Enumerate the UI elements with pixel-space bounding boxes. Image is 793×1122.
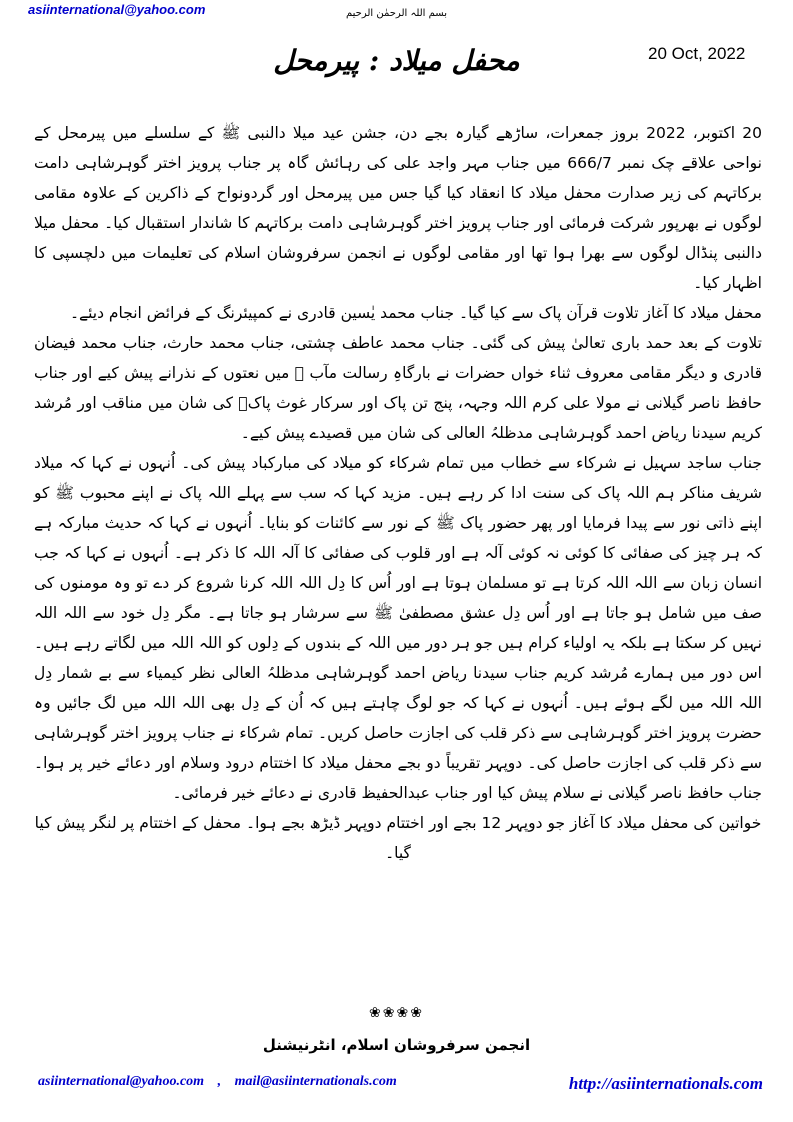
header-email[interactable]: asiinternational@yahoo.com xyxy=(28,2,206,17)
footer-contacts xyxy=(38,1074,397,1090)
article-date: 20 Oct, 2022 xyxy=(648,44,746,63)
paragraph-speech: جناب ساجد سہیل نے شرکاء سے خطاب میں تمام شرکاء کو میلاد کی مبارکباد پیش کی۔ اُنہوں نے کہا کہ میلاد شریف مناکر ہم اللہ پاک کی سنت ادا کر رہے ہیں۔ مزید کہا کہ سب سے پہلے اللہ پاک نے اپنے محبوب ﷺ کو اپنے ذاتی نور سے پیدا فرمایا اور پھر حضور پاک ﷺ کے نور سے کائنات کو بنایا۔ اُنہوں نے کہا کہ حدیث مبارکہ ہے کہ ہر چیز کی صفائی کا کوئی نہ کوئی آلہ ہے اور قلوب کی صفائی کا آلہ اللہ کا ذکر ہے۔ اُنہوں نے کہا کہ جب انسان زبان سے اللہ اللہ کرتا ہے تو مسلمان ہوتا ہے اور اُس کا دِل اللہ اللہ کرنا شروع کر دے تو وہ مومنوں کی صف میں شامل ہو جاتا ہے اور اُس دِل عشق مصطفیٰ ﷺ سے سرشار ہو جاتا ہے۔ مگر دِل خود سے اللہ اللہ نہیں کر سکتا ہے بلکہ یہ اولیاء کرام ہیں جو ہر دور میں اللہ کے بندوں کے دِلوں کو اللہ اللہ میں لگاتے رہے ہیں۔ اس دور میں ہمارے مُرشد کریم جناب سیدنا ریاض احمد گوہرشاہی مدظلہُ العالی نظر کیمیاء سے بے شمار دِل اللہ اللہ میں لگے ہوئے ہیں۔ اُنہوں نے کہا کہ جو لوگ چاہتے ہیں کہ اُن کے دِل بھی اللہ اللہ میں لگ جائیں وہ حضرت پرویز اختر گوہرشاہی سے ذکر قلب کی اجازت حاصل کریں۔ تمام شرکاء نے جناب پرویز اختر گوہرشاہی سے ذکر قلب کی اجازت حاصل کی۔ دوپہر تقریباً دو بجے محفل میلاد کا اختتام درود وسلام اور دعائے خیر پر ہوا۔ جناب حافظ ناصر گیلانی نے سلام پیش کیا اور جناب عبدالحفیظ قادری نے دعائے خیر فرمائی۔ xyxy=(34,454,762,802)
paragraph-naats: تلاوت کے بعد حمد باری تعالیٰ پیش کی گئی۔ جناب محمد عاطف چشتی، جناب محمد حارث، جناب محمد فیضان قادری و دیگر مقامی معروف ثناء خواں حضرات نے بارگاہِ رسالت مآب ﷺ میں نعتوں کے نذرانے پیش کیے اور جناب حافظ ناصر گیلانی نے مولا علی کرم اللہ وجہہ، پنج تن پاک اور سرکار غوث پاکؓ کی شان میں مناقب اور مُرشد کریم سیدنا ریاض احمد گوہرشاہی مدظلہُ العالی کی شان میں قصیدے پیش کیے۔ xyxy=(34,334,762,442)
footer-website-link[interactable]: http://asiinternationals.com xyxy=(568,1074,763,1093)
paragraph-intro: 20 اکتوبر، 2022 بروز جمعرات، ساڑھے گیارہ بجے دن، جشن عید میلا دالنبی ﷺ کے سلسلے میں پیرمحل کے نواحی علاقے چک نمبر 666/7 میں جناب مہر واجد علی کی رہائش گاہ پر جناب پرویز اختر گوہرشاہی دامت برکاتہم کی زیر صدارت محفل میلاد کا انعقاد کیا گیا جس میں پیرمحل اور گردونواح کے ذاکرین کے علاوہ مقامی لوگوں نے بھرپور شرکت فرمائی اور جناب پرویز اختر گوہرشاہی دامت برکاتہم کا شاندار استقبال کیا۔ محفل میلا دالنبی پنڈال لوگوں سے بھرا ہوا تھا اور مقامی لوگوں نے انجمن سرفروشان اسلام کی تعلیمات میں دلچسپی کا اظہار کیا۔ xyxy=(34,124,762,292)
paragraph-women-gathering: خواتین کی محفل میلاد کا آغاز جو دوپہر 12 بجے اور اختتام دوپہر ڈیڑھ بجے ہوا۔ محفل کے اختتام پر لنگر پیش کیا گیا۔ xyxy=(34,814,762,862)
flower-divider-icon: ❀❀❀❀ xyxy=(369,1005,424,1021)
footer-separator: , xyxy=(217,1074,222,1089)
bismillah-heading: بسم اللہ الرحمٰن الرحیم xyxy=(345,8,447,19)
page-title: محفل میلاد : پیرمحل xyxy=(273,44,520,77)
paragraph-opening: محفل میلاد کا آغاز تلاوت قرآن پاک سے کیا گیا۔ جناب محمد یٰسین قادری نے کمپیئرنگ کے فرائض انجام دیئے۔ xyxy=(69,304,762,322)
article-body xyxy=(34,118,762,868)
footer-mail-link[interactable]: mail@asiinternationals.com xyxy=(234,1074,397,1089)
footer-email-link[interactable]: asiinternational@yahoo.com xyxy=(38,1074,205,1089)
footer xyxy=(38,1074,763,1094)
organization-name: انجمن سرفروشان اسلام، انٹرنیشنل xyxy=(262,1036,531,1054)
